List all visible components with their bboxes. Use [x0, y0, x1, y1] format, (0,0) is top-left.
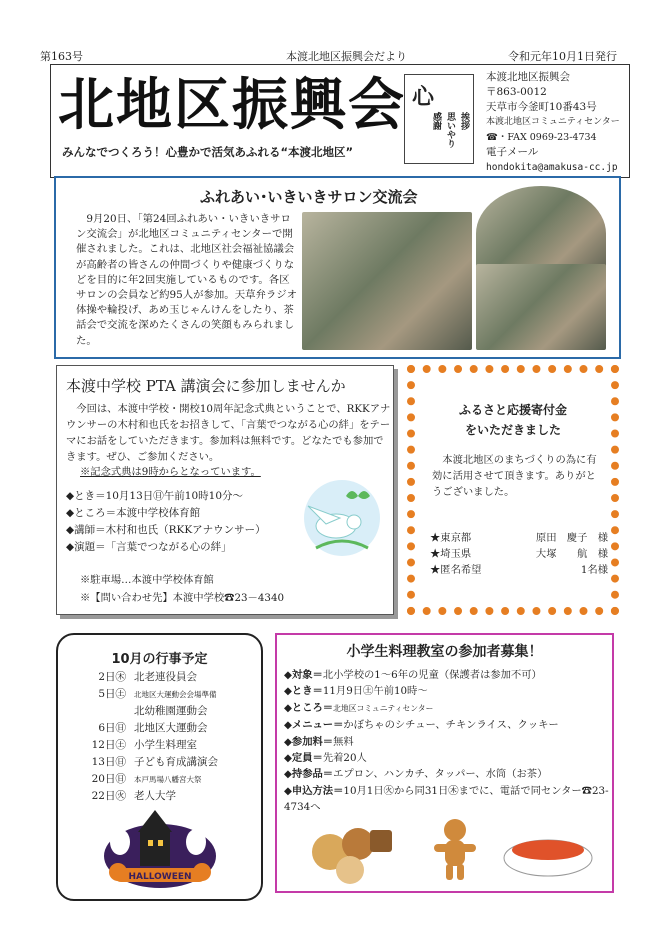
event-date: 22日㊋	[91, 790, 126, 802]
event-name: 北幼稚園運動会	[134, 705, 208, 717]
cooking-item-label: ◆とき＝	[284, 685, 323, 698]
donor-name: 大塚 航 様	[535, 548, 608, 560]
event-date: 2日㊍	[98, 671, 126, 683]
motto-item: 感謝	[431, 112, 441, 130]
pta-item: ◆ところ＝本渡中学校体育館	[66, 507, 201, 519]
cooking-item	[284, 783, 610, 816]
pta-details	[66, 488, 266, 556]
email-address: hondokita@amakusa-cc.jp	[486, 162, 618, 173]
event-row	[74, 788, 218, 805]
salon-photo-group	[302, 212, 472, 350]
event-row	[74, 754, 218, 771]
donor-location: ★埼玉県	[430, 548, 472, 560]
event-name: 北老連役員会	[134, 671, 197, 683]
cooking-item-value: 北小学校の1～6年の児童（保護者は参加不可）	[322, 669, 542, 681]
salon-title: ふれあい･いきいきサロン交流会	[200, 188, 418, 206]
donor-name: 1名様	[580, 564, 608, 576]
cooking-item	[284, 734, 610, 750]
cooking-item	[284, 750, 610, 766]
event-date: 6日㊐	[98, 722, 126, 734]
motto-item: 思いやり	[445, 112, 455, 148]
event-date	[74, 703, 126, 720]
event-date: 5日㊏	[98, 688, 126, 700]
cooking-item	[284, 766, 610, 782]
event-row	[74, 771, 218, 788]
food-illustration	[300, 812, 600, 886]
cooking-item-value: かぼちゃのシチュー、チキンライス、クッキー	[343, 719, 559, 732]
cooking-item-label: ◆持参品＝	[284, 768, 334, 781]
event-row	[74, 703, 218, 720]
event-row	[74, 737, 218, 754]
address-line: 本渡北地区コミュニティセンター	[486, 117, 620, 127]
cooking-details	[284, 667, 610, 816]
cooking-item-value: エプロン、ハンカチ、タッパー、水筒（お茶）	[333, 768, 548, 781]
address-line: 天草市今釜町10番43号	[486, 101, 597, 113]
cooking-item	[284, 683, 610, 699]
salon-body: 9月20日、「第24回ふれあい・いきいきサロン交流会」が北地区コミュニティセンターで開催されました。これは、北地区社会福祉協議会が高齢者の皆さんの仲間づくりや健康づくりなどを目的に年2回実施しているものです。各区サロンの会員など約95人が参加。天草弁ラジオ体操や輪投げ、あめ玉じゃんけんをしたり、茶話会で交流を深めたくさんの笑顔もみられました。	[76, 213, 298, 347]
dove-illustration	[296, 476, 388, 558]
address-line: 電子メール	[486, 146, 539, 158]
event-row	[74, 669, 218, 686]
events-list	[74, 669, 218, 805]
address-line: 〒863-0012	[486, 86, 547, 98]
donor-row	[430, 530, 608, 546]
event-name: 老人大学	[134, 790, 176, 802]
event-date: 12日㊏	[91, 739, 126, 751]
donor-row	[430, 562, 608, 578]
cooking-item	[284, 717, 610, 733]
salon-photo-ringtoss	[476, 264, 606, 350]
pta-note: ※記念式典は9時からとなっています。	[80, 466, 261, 478]
contact-note: ※【問い合わせ先】本渡中学校☎23－4340	[80, 592, 285, 604]
event-date: 20日㊐	[91, 773, 126, 785]
cooking-item-value: 先着20人	[322, 752, 367, 765]
issue-date: 令和元年10月1日発行	[508, 50, 617, 63]
tagline: みんなでつくろう！心豊かで活気あふれる“本渡北地区”	[62, 145, 354, 159]
donation-title-line: をいただきました	[464, 423, 561, 437]
pta-item: ◆演題＝「言葉でつながる心の絆」	[66, 541, 232, 553]
event-row	[74, 686, 218, 703]
pta-extra	[80, 571, 284, 607]
cooking-item-label: ◆ところ＝	[284, 701, 334, 714]
cooking-item	[284, 700, 610, 717]
cooking-item-value: 11月9日㊏午前10時～	[322, 685, 428, 698]
issue-number: 第163号	[40, 50, 83, 63]
masthead-title: 北地区振興会	[58, 73, 406, 138]
events-title: 10月の行事予定	[111, 652, 208, 667]
newsletter-name: 本渡北地区振興会だより	[286, 50, 407, 63]
donation-body: 本渡北地区のまちづくりの為に有効に活用させて頂きます。ありがとうございました。	[432, 454, 597, 498]
cooking-item-label: ◆メニュー＝	[284, 719, 344, 732]
donor-name: 原田 慶子 様	[535, 532, 608, 544]
cooking-item-value: 北地区コミュニティセンター	[333, 703, 434, 713]
halloween-label: HALLOWEEN	[128, 872, 192, 882]
cooking-item	[284, 667, 610, 683]
cooking-item-label: ◆対象＝	[284, 669, 323, 681]
event-date: 13日㊐	[91, 756, 126, 768]
cooking-item-value: 10月1日㊋から同31日㊍までに、電話で同センター☎23-4734へ	[284, 784, 609, 814]
kokoro-character: 心	[412, 84, 435, 110]
parking-note: ※駐車場…本渡中学校体育館	[80, 574, 214, 586]
cooking-item-label: ◆参加料＝	[284, 735, 334, 748]
event-name: 子ども育成講演会	[134, 756, 218, 768]
event-name: 本戸馬場八幡宮大祭	[134, 775, 202, 784]
event-name: 小学生料理室	[134, 739, 197, 751]
event-name: 北地区大運動会会場準備	[134, 690, 217, 699]
cooking-item-label: ◆申込方法＝	[284, 784, 344, 797]
donation-title-line: ふるさと応援寄付金	[458, 403, 567, 417]
donor-location: ★匿名希望	[430, 564, 482, 576]
event-name: 北地区大運動会	[134, 722, 208, 734]
cooking-title: 小学生料理教室の参加者募集！	[346, 644, 543, 660]
donor-row	[430, 546, 608, 562]
pta-item: ◆とき＝10月13日㊐午前10時10分～	[66, 490, 244, 502]
address-line: 本渡北地区振興会	[486, 71, 570, 83]
cooking-item-value: 無料	[333, 735, 354, 748]
halloween-illustration	[100, 806, 220, 890]
donation-title	[420, 400, 606, 440]
motto-item: 挨拶	[459, 112, 469, 130]
donor-location: ★東京都	[430, 532, 472, 544]
cooking-item-label: ◆定員＝	[284, 752, 323, 765]
pta-body: 今回は、本渡中学校・開校10周年記念式典ということで、RKKアナウンサーの木村和也氏をお招きして、「言葉でつながる心の絆」をテーマにお話をしていただきます。参加料は無料です。どなたでも参加できます。ぜひ、ご参加ください。	[66, 403, 391, 463]
event-row	[74, 720, 218, 737]
donor-list	[430, 530, 608, 578]
address-line: ☎・FAX 0969-23-4734	[486, 132, 597, 143]
pta-item: ◆講師＝木村和也氏（RKKアナウンサー）	[66, 524, 266, 536]
pta-title: 本渡中学校 PTA 講演会に参加しませんか	[66, 377, 346, 395]
